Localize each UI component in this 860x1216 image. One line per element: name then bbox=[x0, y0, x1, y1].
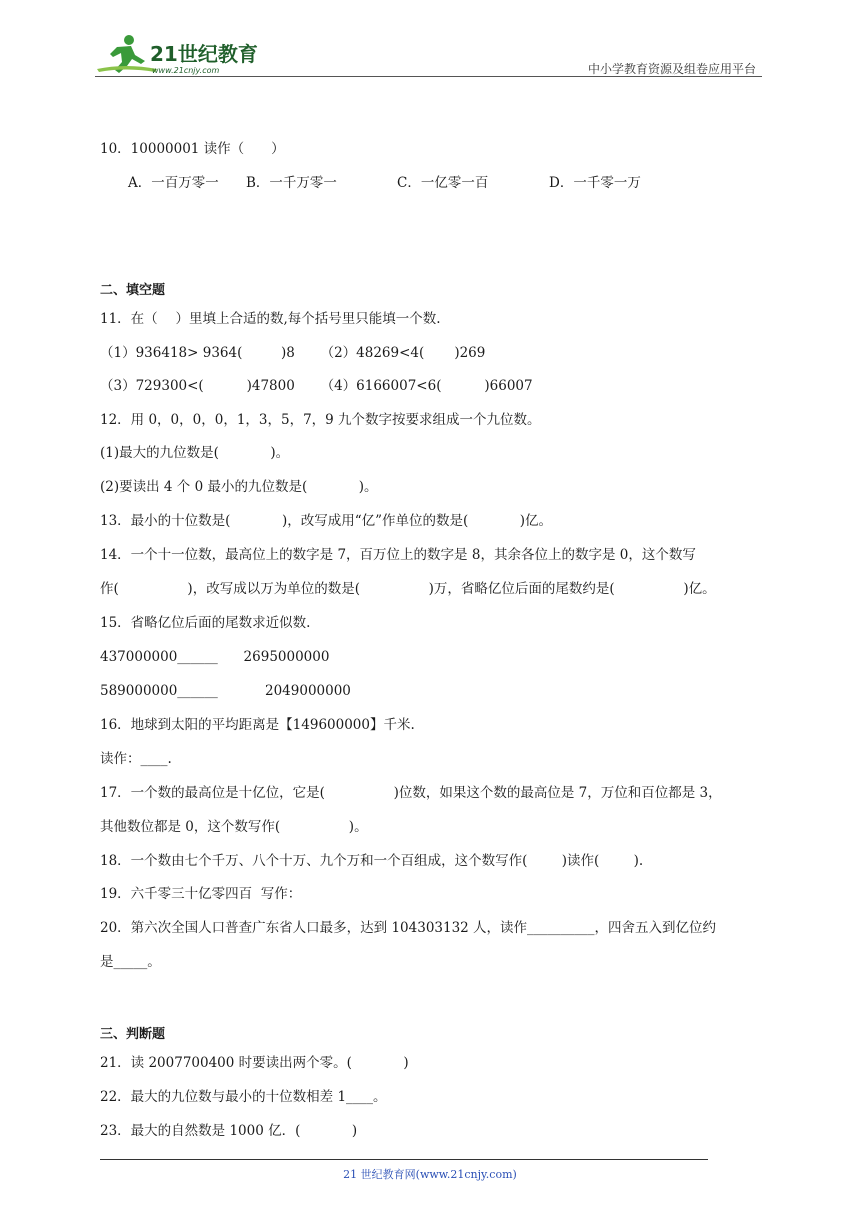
logo-url: www.21cnjy.com bbox=[152, 66, 220, 75]
runner-icon bbox=[97, 35, 157, 73]
footer-divider bbox=[100, 1159, 708, 1160]
platform-name: 中小学教育资源及组卷应用平台 bbox=[587, 62, 756, 76]
q14-line2: 作( )，改写成以万为单位的数是( )万，省略亿位后面的尾数约是( )亿。 bbox=[100, 581, 716, 597]
q23: 23．最大的自然数是 1000 亿．( ) bbox=[100, 1123, 358, 1139]
q12-stem: 12．用 0，0，0，0，1，3，5，7，9 九个数字按要求组成一个九位数。 bbox=[100, 412, 541, 428]
q20-line2: 是_____。 bbox=[100, 954, 161, 970]
q22: 22．最大的九位数与最小的十位数相差 1____。 bbox=[100, 1089, 387, 1105]
q11-stem: 11．在（ ）里填上合适的数,每个括号里只能填一个数. bbox=[100, 311, 441, 327]
q12-part2: (2)要读出 4 个 0 最小的九位数是( )。 bbox=[100, 479, 378, 495]
q10-option-c: C．一亿零一百 bbox=[397, 175, 489, 191]
q10-option-a: A．一百万零一 bbox=[128, 175, 219, 191]
section-title-fill-blank: 二、填空题 bbox=[100, 283, 166, 298]
q15-stem: 15．省略亿位后面的尾数求近似数. bbox=[100, 615, 311, 631]
q11-row2: （3）729300<( )47800 （4）6166007<6( )66007 bbox=[100, 378, 533, 394]
q16-stem: 16．地球到太阳的平均距离是【149600000】千米. bbox=[100, 717, 415, 733]
q13: 13．最小的十位数是( )，改写成用“亿”作单位的数是( )亿。 bbox=[100, 513, 553, 529]
q15-row2: 589000000______ 2049000000 bbox=[100, 683, 351, 699]
q18: 18．一个数由七个千万、八个十万、九个万和一个百组成，这个数写作( )读作( ). bbox=[100, 853, 644, 869]
q10-option-d: D．一千零一万 bbox=[549, 175, 641, 191]
logo-text: 21世纪教育 bbox=[150, 42, 258, 66]
section-title-judgement: 三、判断题 bbox=[100, 1027, 166, 1042]
q10-option-b: B．一千万零一 bbox=[246, 175, 337, 191]
q20-line1: 20．第六次全国人口普查广东省人口最多，达到 104303132 人，读作__________，四舍五入到亿位约 bbox=[100, 920, 717, 936]
site-logo bbox=[95, 33, 265, 77]
header-divider bbox=[95, 76, 762, 77]
footer-text: 21 世纪教育网(www.21cnjy.com) bbox=[343, 1168, 517, 1181]
q11-row1: （1）936418> 9364( )8 （2）48269<4( )269 bbox=[100, 345, 486, 361]
q21: 21．读 2007700400 时要读出两个零。( ) bbox=[100, 1055, 409, 1071]
q17-line2: 其他数位都是 0，这个数写作( )。 bbox=[100, 819, 368, 835]
q17-line1: 17．一个数的最高位是十亿位，它是( )位数，如果这个数的最高位是 7，万位和百位都是 3， bbox=[100, 785, 722, 801]
q15-row1: 437000000______ 2695000000 bbox=[100, 649, 330, 665]
q12-part1: (1)最大的九位数是( )。 bbox=[100, 445, 290, 461]
q16-answer: 读作：____. bbox=[100, 751, 172, 767]
q14-line1: 14．一个十一位数，最高位上的数字是 7，百万位上的数字是 8，其余各位上的数字是 0，这个数写 bbox=[100, 547, 696, 563]
q10-stem: 10．10000001 读作（ ） bbox=[100, 141, 285, 157]
q19: 19．六千零三十亿零四百 写作： bbox=[100, 886, 302, 902]
